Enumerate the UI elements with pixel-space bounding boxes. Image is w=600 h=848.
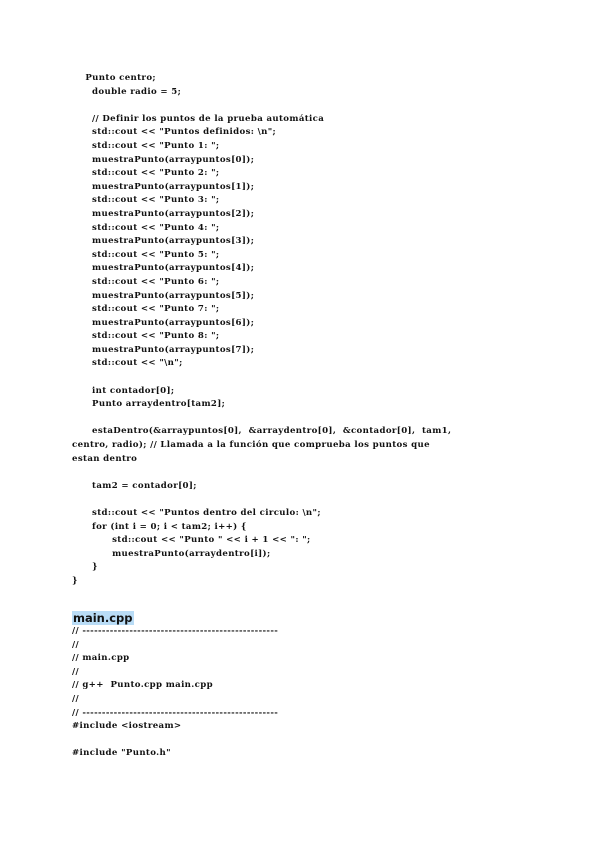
code-line: muestraPunto(arraypuntos[2]); (72, 208, 255, 219)
code-line (72, 412, 451, 426)
code-line: muestraPunto(arraypuntos[1]); (72, 181, 255, 192)
code-line: int contador[0]; (72, 385, 175, 396)
code-line: #include "Punto.h" (72, 748, 171, 759)
code-line: } (72, 562, 98, 573)
code-line: std::cout << "Puntos dentro del circulo: \n"; (72, 508, 321, 518)
code-line: // -------------------------------------------------- (72, 707, 279, 718)
code-line: std::cout << "Punto 8: "; (72, 331, 220, 342)
code-line: std::cout << "Punto 6: "; (72, 276, 220, 287)
code-line: std::cout << "\n"; (72, 358, 183, 369)
code-line: // -------------------------------------------------- (72, 626, 279, 636)
section-heading-main-cpp: main.cpp (73, 611, 133, 625)
code-line: } (72, 575, 78, 586)
code-line: // (72, 639, 79, 650)
code-line: // Definir los puntos de la prueba automática (72, 113, 325, 124)
code-line: double radio = 5; (72, 86, 182, 97)
code-line: Punto centro; (72, 73, 156, 83)
code-line: muestraPunto(arraypuntos[3]); (72, 236, 255, 247)
code-line: estaDentro(&arraypuntos[0], &arraydentro[0], &contador[0], tam1, (72, 426, 452, 437)
code-line: std::cout << "Punto 3: "; (72, 195, 220, 206)
code-line: muestraPunto(arraypuntos[5]); (72, 290, 255, 301)
code-line: // (72, 693, 79, 704)
code-line: centro, radio); // Llamada a la función que comprueba los puntos que (72, 440, 430, 451)
code-line: muestraPunto(arraypuntos[6]); (72, 317, 255, 328)
code-line: #include <iostream> (72, 721, 182, 732)
code-line: std::cout << "Punto 7: "; (72, 304, 220, 315)
code-line: muestraPunto(arraydentro[i]); (72, 548, 271, 559)
code-line: estan dentro (72, 453, 138, 464)
code-line (72, 371, 451, 385)
code-line: tam2 = contador[0]; (72, 480, 197, 491)
code-line: // (72, 666, 79, 677)
code-block-punto (72, 72, 451, 589)
code-line: std::cout << "Puntos definidos: \n"; (72, 127, 277, 138)
code-line: muestraPunto(arraypuntos[7]); (72, 344, 255, 355)
code-line: std::cout << "Punto " << i + 1 << ": "; (72, 535, 311, 546)
code-line: std::cout << "Punto 1: "; (72, 140, 220, 151)
code-line: for (int i = 0; i < tam2; i++) { (72, 521, 247, 532)
code-line (72, 99, 451, 113)
code-line: std::cout << "Punto 2: "; (72, 168, 220, 179)
code-line: // g++ Punto.cpp main.cpp (72, 680, 213, 691)
code-block-main-cpp (72, 625, 278, 761)
code-line: std::cout << "Punto 4: "; (72, 222, 220, 233)
code-line: muestraPunto(arraypuntos[0]); (72, 154, 255, 165)
code-line: // main.cpp (72, 653, 130, 664)
code-line: muestraPunto(arraypuntos[4]); (72, 263, 255, 274)
code-line (72, 734, 278, 748)
code-line: std::cout << "Punto 5: "; (72, 249, 220, 260)
code-line (72, 493, 451, 507)
code-line (72, 466, 451, 480)
code-line: Punto arraydentro[tam2]; (72, 399, 226, 410)
